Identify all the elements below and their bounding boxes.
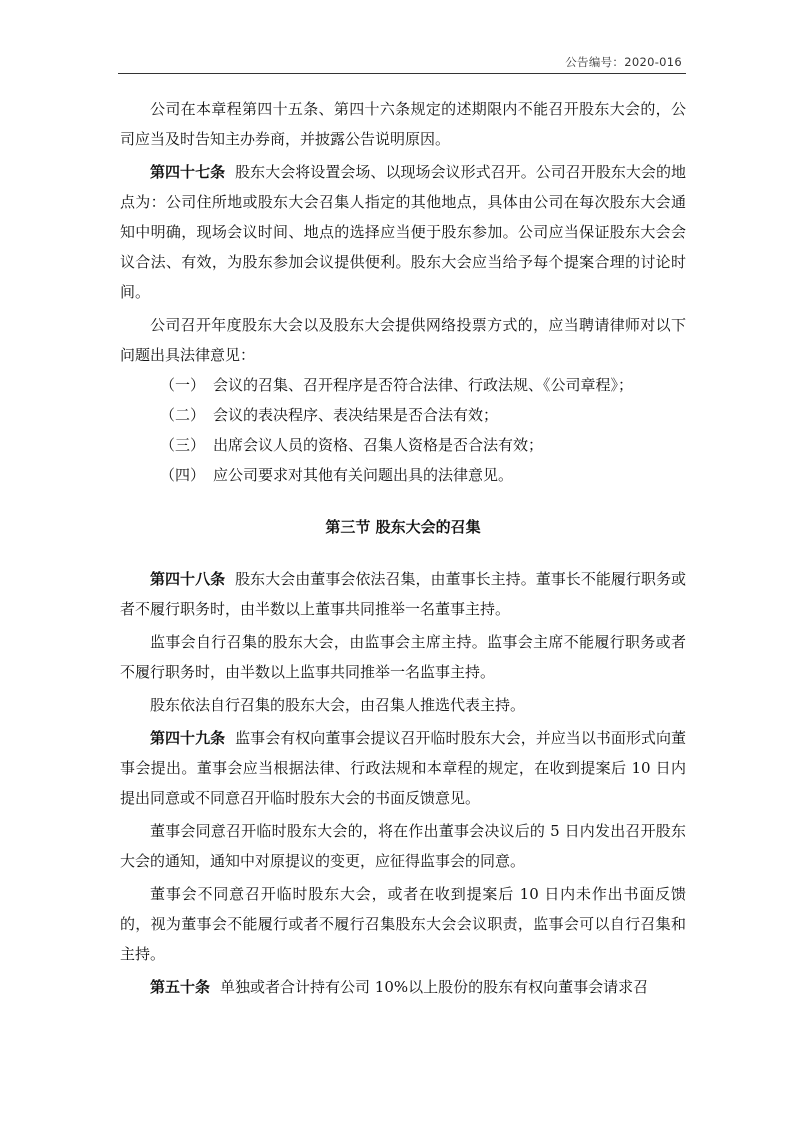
article-47-text: 股东大会将设置会场、以现场会议形式召开。公司召开股东大会的地点为：公司住所地或股东大会召集人指定的其他地点，具体由公司在每次股东大会通知中明确，现场会议时间、地点的选择应当便于股东参加。公司应当保证股东大会会议合法、有效，为股东参加会议提供便利。股东大会应当给予每个提案合理的讨论时间。 bbox=[120, 163, 686, 301]
article-49 bbox=[120, 723, 686, 813]
list-item-number: （四） bbox=[160, 466, 206, 484]
notice-number: 公告编号：2020-016 bbox=[565, 55, 682, 69]
article-47-label: 第四十七条 bbox=[150, 163, 226, 181]
header-divider bbox=[118, 73, 686, 74]
list-item bbox=[120, 460, 686, 490]
article-48-text: 股东大会由董事会依法召集，由董事长主持。董事长不能履行职务或者不履行职务时，由半数以上董事共同推举一名董事主持。 bbox=[120, 570, 686, 618]
paragraph-shareholder-convene: 股东依法自行召集的股东大会，由召集人推选代表主持。 bbox=[150, 696, 526, 714]
list-item-number: （三） bbox=[160, 436, 206, 454]
article-49-label: 第四十九条 bbox=[150, 729, 226, 747]
list-item-text: 会议的表决程序、表决结果是否合法有效； bbox=[213, 406, 499, 424]
article-50-label: 第五十条 bbox=[150, 978, 211, 996]
list-item bbox=[120, 430, 686, 460]
paragraph-supervisor-convene: 监事会自行召集的股东大会，由监事会主席主持。监事会主席不能履行职务或者不履行职务时，由半数以上监事共同推举一名监事主持。 bbox=[120, 633, 686, 681]
list-item-text: 出席会议人员的资格、召集人资格是否合法有效； bbox=[213, 436, 544, 454]
paragraph-board-disagree: 董事会不同意召开临时股东大会，或者在收到提案后 10 日内未作出书面反馈的，视为董事会不能履行或者不履行召集股东大会会议职责，监事会可以自行召集和主持。 bbox=[120, 885, 686, 963]
article-50-text: 单独或者合计持有公司 10%以上股份的股东有权向董事会请求召 bbox=[220, 978, 649, 996]
paragraph-lawyer-opinion: 公司召开年度股东大会以及股东大会提供网络投票方式的，应当聘请律师对以下问题出具法律意见： bbox=[120, 316, 686, 364]
article-48-label: 第四十八条 bbox=[150, 570, 226, 588]
paragraph-meeting-deadline: 公司在本章程第四十五条、第四十六条规定的述期限内不能召开股东大会的，公司应当及时告知主办券商，并披露公告说明原因。 bbox=[120, 100, 686, 148]
section-title: 第三节 股东大会的召集 bbox=[325, 518, 481, 536]
list-item-number: （一） bbox=[160, 376, 206, 394]
article-50 bbox=[120, 972, 686, 1002]
list-item bbox=[120, 400, 686, 430]
list-item bbox=[120, 370, 686, 400]
article-49-text: 监事会有权向董事会提议召开临时股东大会，并应当以书面形式向董事会提出。董事会应当根据法律、行政法规和本章程的规定，在收到提案后 10 日内提出同意或不同意召开临时股东大会的书面反馈意见。 bbox=[120, 729, 686, 807]
paragraph-board-agree: 董事会同意召开临时股东大会的，将在作出董事会决议后的 5 日内发出召开股东大会的通知，通知中对原提议的变更，应征得监事会的同意。 bbox=[120, 822, 686, 870]
list-item-number: （二） bbox=[160, 406, 206, 424]
list-item-text: 应公司要求对其他有关问题出具的法律意见。 bbox=[213, 466, 514, 484]
list-item-text: 会议的召集、召开程序是否符合法律、行政法规、《公司章程》； bbox=[213, 376, 634, 394]
article-48 bbox=[120, 564, 686, 624]
article-47 bbox=[120, 157, 686, 307]
document-body bbox=[120, 94, 686, 1002]
